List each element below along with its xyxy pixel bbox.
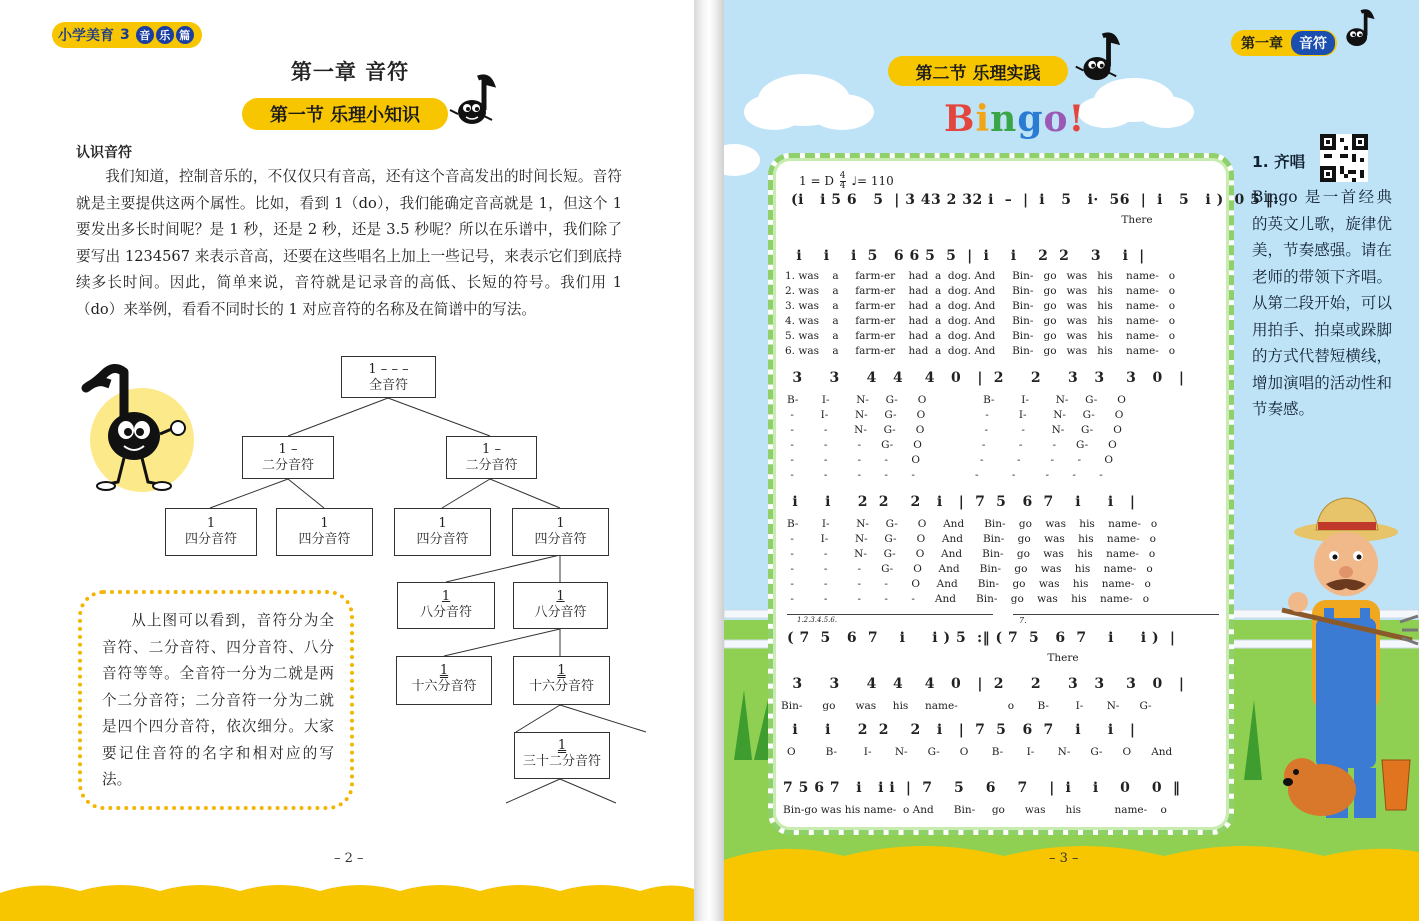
right-page [724, 0, 1419, 921]
chapter-tab-chapter: 第一章 [1241, 36, 1283, 52]
node-notation: 1 [557, 663, 566, 678]
score-lyric-line: 4. was a farm-er had a dog. And Bin- go was his name- o [785, 315, 1176, 327]
intro-paragraph: 我们知道，控制音乐的，不仅仅只有音高，还有这个音高发出的时间长短。音符就是主要提供这两个属性。比如，看到 1（do），我们能确定音高就是 1，但这个 1 要发出多长时间呢？是 1 秒，还是 2 秒，还是 3.5 秒呢？所以在乐谱中，我们除了要写出 1234567 来表示音高，还要在这些唱名上加上一些记号，来表示它们到底持续多长时间。因此，简单来说，音符就是记录音的高低、长短的符号。我们用 1（do）来举例，看看不同时长的 1 对应音符的名称及在简谱中的写法。 [76, 168, 622, 318]
song-title-letter: o [1043, 98, 1069, 140]
node-label: 三十二分音符 [522, 754, 601, 769]
tree-node-quarter [165, 508, 257, 556]
node-notation: 1 [557, 738, 567, 753]
series-sub-char: 篇 [176, 26, 194, 44]
score-lyric-line: There [787, 652, 1079, 664]
score-notes-line: i i 2 2 2 i | 7 5 6 7 i i | [787, 494, 1136, 510]
qr-code-icon [1320, 134, 1368, 182]
score-lyric-line: O B- I- N- G- O B- I- N- G- O And [787, 746, 1173, 758]
tree-node-half [242, 436, 334, 479]
song-title-letter: ! [1068, 98, 1086, 140]
score-notes-line: i i 2 2 2 i | 7 5 6 7 i i | [787, 722, 1136, 738]
score-notes-line: 7 5 6 7 i i i | 7 5 6 7 | i i 0 0 ‖ [783, 780, 1181, 796]
node-label: 全音符 [368, 378, 408, 393]
book-gutter [694, 0, 724, 921]
volta-label: 7. [1019, 616, 1027, 625]
note-mascot-icon [1336, 6, 1376, 52]
score-lyric-line: Bin- go was his name- o B- I- N- G- [781, 700, 1152, 712]
series-volume: 3 [120, 27, 130, 43]
tree-node-eighth [397, 582, 495, 629]
section-title: 第一节 乐理小知识 [242, 98, 448, 130]
score-lyric-line: - I- N- G- O - I- N- G- O [787, 409, 1124, 421]
key-signature: 1 = D [799, 174, 834, 188]
song-title [944, 98, 1085, 140]
chapter-title: 第一章 音符 [290, 59, 410, 84]
song-title-letter: i [975, 98, 991, 140]
volta-label: 1.2.3.4.5.6. [797, 616, 838, 624]
node-label: 四分音符 [298, 532, 351, 547]
tree-node-whole [341, 356, 436, 398]
score-lyric-line: - - - G- O And Bin- go was his name- o [787, 563, 1153, 575]
score-lyric-line: - - N- G- O - - N- G- O [787, 424, 1122, 436]
node-label: 十六分音符 [411, 679, 477, 694]
note-mascot-icon [1070, 28, 1122, 88]
score-lyric-line: 1. was a farm-er had a dog. And Bin- go was his name- o [785, 270, 1176, 282]
score-lyric-line: 6. was a farm-er had a dog. And Bin- go was his name- o [785, 345, 1176, 357]
section-title: 第二节 乐理实践 [888, 56, 1068, 86]
footer-wave [0, 871, 694, 921]
tree-node-thirtysecond [514, 732, 610, 779]
score-lyric-line: There [791, 214, 1153, 226]
side-description: Bingo 是一首经典的英文儿歌，旋律优美，节奏感强。请在老师的带领下齐唱。从第二段开始，可以用拍手、拍桌或跺脚的方式代替短横线，增加演唱的活动性和节奏感。 [1252, 188, 1392, 418]
score-lyric-line: - I- N- G- O And Bin- go was his name- o [787, 533, 1157, 545]
series-name: 小学美育 [58, 28, 114, 44]
series-sub-char: 音 [136, 26, 154, 44]
node-notation: 1 [556, 589, 565, 604]
score-header [799, 172, 894, 191]
tempo-marking: ♩= 110 [851, 174, 894, 188]
time-signature [840, 172, 846, 191]
volta-bracket [1013, 614, 1219, 615]
node-notation: 1 [441, 589, 451, 604]
score-lyric-line: - - - - - And Bin- go was his name- o [787, 593, 1150, 605]
score-lyric-line: - - - G- O - - - G- O [787, 439, 1117, 451]
score-notes-line: i i i 5 6 6 5 5 | i i 2 2 3 i | [791, 248, 1145, 264]
score-notes-line: (i i 5 6 5 | 3 43 2 32 i – | i 5 i· 56 | i 5 i ) 0 5 ‖: [791, 192, 1279, 208]
tree-node-sixteenth [396, 656, 492, 705]
node-label: 四分音符 [416, 532, 469, 547]
score-lyric-line: 5. was a farm-er had a dog. And Bin- go was his name- o [785, 330, 1176, 342]
side-heading: 1. 齐唱 [1252, 153, 1306, 171]
song-title-letter: n [990, 98, 1018, 140]
page-number: – 2 – [334, 851, 364, 866]
node-notation: 1 [556, 516, 565, 531]
node-label: 八分音符 [534, 605, 587, 620]
tree-node-eighth [513, 582, 608, 629]
series-sub-char: 乐 [156, 26, 174, 44]
score-lyric-line: - - - - - - - - - - [787, 469, 1103, 481]
score-lyric-line: - - - - O And Bin- go was his name- o [787, 578, 1151, 590]
node-label: 十六分音符 [528, 679, 594, 694]
tree-node-quarter [512, 508, 609, 556]
node-notation: 1 – [278, 442, 298, 457]
qr-code-graphic [1320, 134, 1368, 182]
left-page [0, 0, 694, 921]
score-notes-line: 3 3 4 4 4 0 | 2 2 3 3 3 0 | [787, 676, 1185, 692]
time-top: 4 [839, 171, 846, 181]
song-title-letter: g [1017, 98, 1044, 140]
subheading: 认识音符 [76, 145, 132, 161]
score-lyric-line: B- I- N- G- O And Bin- go was his name- o [787, 518, 1158, 530]
score-lyric-line: - - N- G- O And Bin- go was his name- o [787, 548, 1156, 560]
time-bottom: 4 [839, 181, 846, 191]
summary-callout: 从上图可以看到，音符分为全音符、二分音符、四分音符、八分音符等等。全音符一分为二就是两个二分音符；二分音符一分为二就是四个四分音符，依次细分。大家要记住音符的名字和相对应的写法。 [78, 590, 354, 810]
node-notation: 1 [320, 516, 329, 531]
score-lyric-line: 2. was a farm-er had a dog. And Bin- go was his name- o [785, 285, 1176, 297]
score-lyric-line: 3. was a farm-er had a dog. And Bin- go was his name- o [785, 300, 1176, 312]
tree-node-quarter [394, 508, 491, 556]
node-notation: 1 [438, 516, 447, 531]
score-lyric-line: - - - - O - - - - O [787, 454, 1113, 466]
node-label: 二分音符 [261, 458, 314, 473]
chapter-tab [1231, 30, 1337, 56]
node-label: 二分音符 [465, 458, 518, 473]
volta-bracket [787, 614, 993, 615]
node-label: 四分音符 [184, 532, 237, 547]
tree-node-sixteenth [513, 656, 610, 705]
node-label: 八分音符 [419, 605, 472, 620]
node-notation: 1 [206, 516, 216, 531]
chapter-tab-topic: 音符 [1291, 31, 1335, 55]
tree-node-half [446, 436, 537, 479]
node-label: 四分音符 [534, 532, 587, 547]
score-notes-line: ( 7 5 6 7 i i ) 5 :‖ ( 7 5 6 7 i i ) | [787, 630, 1176, 646]
node-notation: 1 [439, 663, 449, 678]
tree-node-quarter [276, 508, 373, 556]
score-lyric-line: B- I- N- G- O B- I- N- G- O [787, 394, 1126, 406]
page-number: – 3 – [1049, 851, 1079, 866]
song-title-letter: B [944, 98, 976, 140]
score-notes-line: 3 3 4 4 4 0 | 2 2 3 3 3 0 | [787, 370, 1185, 386]
farmer-illustration-icon [1272, 490, 1419, 830]
node-notation: 1 – – – [368, 362, 409, 377]
node-notation: 1 – [482, 442, 501, 457]
score-lyric-line: Bin-go was his name- o And Bin- go was his name- o [783, 804, 1167, 816]
